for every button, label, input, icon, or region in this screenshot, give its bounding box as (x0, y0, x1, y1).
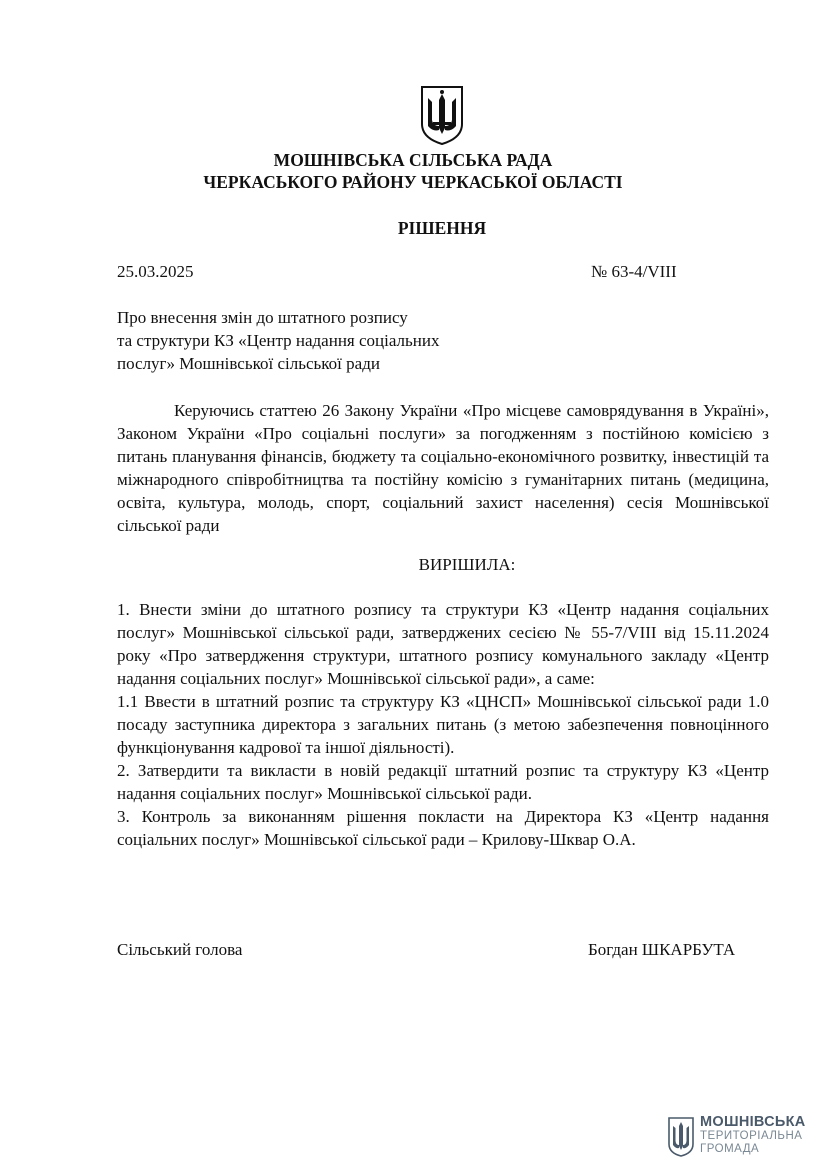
resolution-items (117, 598, 769, 851)
resolution-item-1-1: 1.1 Ввести в штатний розпис та структуру КЗ «ЦНСП» Мошнівської сільської ради 1.0 посаду заступника директора з загальних питань (з метою забезпечення повноцінного функціонування кадрової та іншої діяльності). (117, 692, 769, 757)
document-title: РІШЕННЯ (397, 218, 487, 238)
resolution-item-3: 3. Контроль за виконанням рішення покласти на Директора КЗ «Центр надання соціальних послуг» Мошнівської сільської ради – Крилову-Шквар О.А. (117, 807, 769, 849)
decision-date: 25.03.2025 (117, 262, 194, 281)
resolution-heading: ВИРІШИЛА: (418, 555, 516, 574)
subject-line: Про внесення змін до штатного розпису (117, 308, 408, 327)
resolution-item-2: 2. Затвердити та викласти в новій редакції штатний розпис та структуру КЗ «Центр надання соціальних послуг» Мошнівської сільської ради. (117, 761, 769, 803)
community-subtitle: ТЕРИТОРІАЛЬНА (700, 1130, 803, 1142)
decision-subject (117, 306, 517, 375)
subject-line: та структури КЗ «Центр надання соціальних (117, 331, 440, 350)
subject-line: послуг» Мошнівської сільської ради (117, 354, 380, 373)
community-name: МОШНІВСЬКА (700, 1114, 806, 1130)
community-logo-icon (667, 1116, 695, 1158)
signatory-position: Сільський голова (117, 940, 243, 959)
coat-of-arms-icon (419, 84, 465, 146)
council-name: МОШНІВСЬКА СІЛЬСЬКА РАДА (273, 150, 553, 170)
community-label (700, 1114, 806, 1156)
preamble-paragraph: Керуючись статтею 26 Закону України «Про місцеве самоврядування в Україні», Законом України «Про соціальні послуги» за погодженням з постійною комісією з питань планування фінансів, бюджету та соціально-економічного розвитку, інвестицій та міжнародного співробітництва та постійну комісію з гуманітарних питань (медицина, освіта, культура, молодь, спорт, соціальний захист населення) сесія Мошнівської сільської ради (117, 401, 769, 535)
community-subtitle: ГРОМАДА (700, 1143, 760, 1155)
decision-number: № 63-4/VIII (591, 262, 677, 281)
district-name: ЧЕРКАСЬКОГО РАЙОНУ ЧЕРКАСЬКОЇ ОБЛАСТІ (203, 172, 623, 192)
signatory-name: Богдан ШКАРБУТА (588, 940, 736, 959)
resolution-item-1: 1. Внести зміни до штатного розпису та структури КЗ «Центр надання соціальних послуг» Мошнівської сільської ради, затверджених сесією № 55-7/VIII від 15.11.2024 року «Про затвердження структури, штатного розпису комунального закладу «Центр надання соціальних послуг» Мошнівської сільської ради», а саме: (117, 600, 769, 688)
